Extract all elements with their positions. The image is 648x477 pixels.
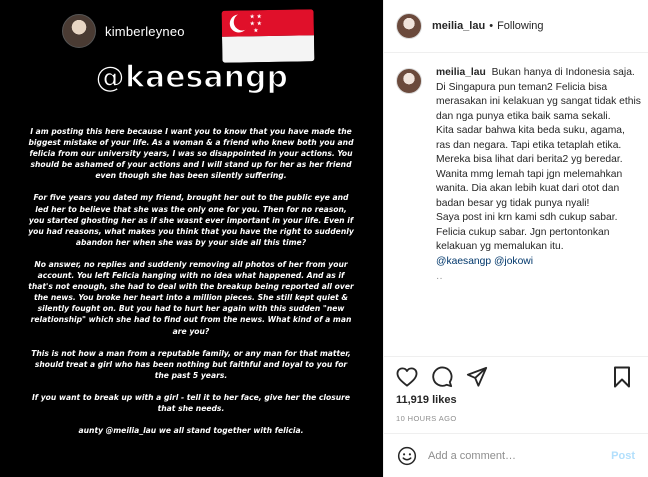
emoji-icon[interactable] <box>396 445 418 467</box>
caption-line: Mereka bisa lihat dari berita2 yg beredar. <box>436 154 623 165</box>
caption-line: Kita sadar bahwa kita beda suku, agama, ras dan negara. Tapi etika tetaplah etika. <box>436 125 625 151</box>
story-paragraph: This is not how a man from a reputable family, or any man for that matter, should treat a girl who has been nothing but faithful and loyal to you for the past 5 years. <box>31 348 351 380</box>
post-button[interactable]: Post <box>611 449 635 462</box>
action-bar <box>384 356 648 396</box>
share-icon[interactable] <box>464 364 490 390</box>
bookmark-icon[interactable] <box>609 364 635 390</box>
post-panel <box>383 0 648 477</box>
story-username: kimberleyneo <box>105 23 185 39</box>
avatar[interactable] <box>396 13 422 39</box>
story-mention-title: @kaesangp <box>95 60 288 95</box>
story-text <box>28 126 354 447</box>
header-username[interactable]: meilia_lau <box>432 20 486 32</box>
comments-area[interactable] <box>396 66 642 356</box>
heart-icon[interactable] <box>394 364 420 390</box>
singapore-flag-icon: ★ ★ ★ ★ ★ <box>222 9 315 63</box>
story-paragraph: aunty @meilia_lau we all stand together with felicia. <box>78 426 304 436</box>
post-header <box>384 0 648 53</box>
caption-tags[interactable]: @kaesangp @jokowi <box>436 255 534 267</box>
separator-dot: • <box>489 20 494 32</box>
caption-line: Bukan hanya di Indonesia saja. Di Singapura pun teman2 Felicia bisa merasakan ini kelakuan yg sangat tidak ethis dan nga punya etika baik sama sekali. <box>436 67 641 122</box>
story-paragraph: For five years you dated my friend, brought her out to the public eye and led her to believe that she was the only one for you. Then for no reason, you started ghosting her as if she wasnt ever important in your life. Even if you had reasons, what makes you think that you have the right to suddenly abandon her when she was by your side all this time? <box>28 193 354 247</box>
caption <box>396 66 642 269</box>
follow-status-button[interactable]: Following <box>497 20 544 32</box>
likes-count[interactable]: 11,919 likes <box>396 394 457 406</box>
story-paragraph: If you want to break up with a girl - tell it to her face, give her the closure that she needs. <box>31 392 351 413</box>
story-paragraph: No answer, no replies and suddenly removing all photos of her from your account. You left Felicia hanging with no idea what happened. And as if that's not enough, she had to deal with the breakup being reported all over the news. You broke her heart into a million pieces. She still kept quiet & silently fought on. But you had to hurt her again with this sudden "new relationship" which she had to find out from the news. What kind of a man are you? <box>28 259 354 336</box>
story-paragraph: I am posting this here because I want you to know that you have made the biggest mistake of your life. As a woman & a friend who knew both you and felicia from our university years, I was so disappointed in your actions. You should be ashamed of your actions and I will stand up for her as her friend even though she has been silently suffering. <box>28 127 354 181</box>
caption-username[interactable]: meilia_lau <box>436 67 486 78</box>
comment-icon[interactable] <box>429 364 455 390</box>
more-hint: ·· <box>436 273 443 284</box>
caption-text <box>436 66 642 269</box>
caption-line: Saya post ini krn kami sdh cukup sabar. Felicia cukup sabar. Jgn pertontonkan kelakuan yg memalukan itu. <box>436 212 618 252</box>
caption-line: Wanita mmg lemah tapi jgn melemahkan wanita. Dia akan lebih kuat dari otot dan badan besar yg tidak punya nyali! <box>436 168 623 209</box>
post-time: 10 HOURS AGO <box>396 414 457 423</box>
story-avatar <box>62 14 96 48</box>
caption-avatar[interactable] <box>396 68 422 94</box>
story-header <box>62 14 185 48</box>
comment-box <box>384 433 648 477</box>
comment-input[interactable] <box>428 450 603 462</box>
